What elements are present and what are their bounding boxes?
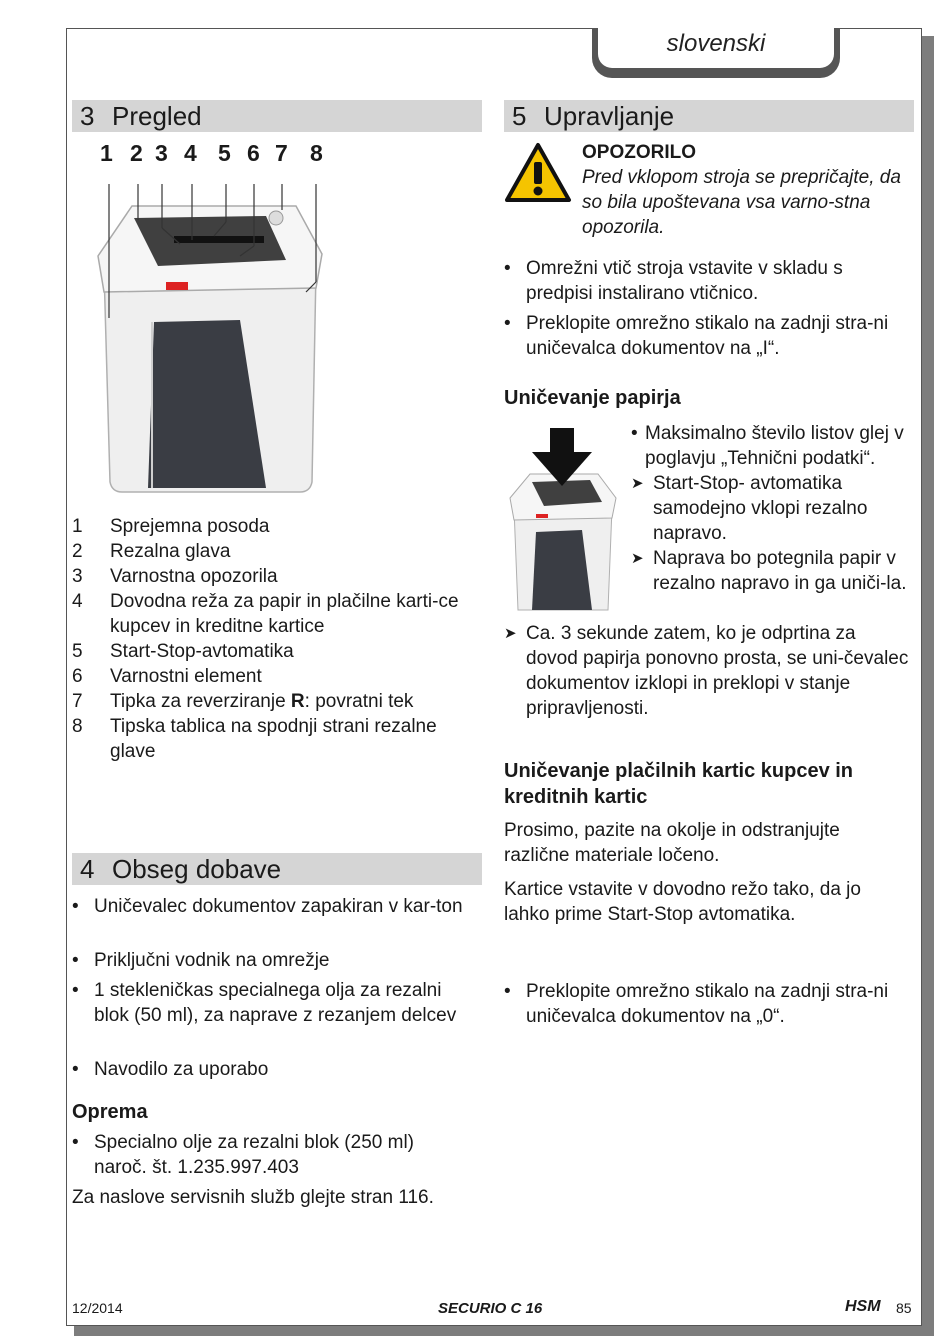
accessories-heading: Oprema [72, 1101, 148, 1123]
list-item: 7 Tipka za reverziranje R: povratni tek [72, 691, 414, 712]
section-4-number: 4 [80, 854, 95, 884]
list-item: 5 Start-Stop-avtomatika [72, 641, 294, 662]
list-item: 1 Sprejemna posoda [72, 516, 270, 537]
list-item: 8 Tipska tablica na spodnji strani rezalne glave [72, 716, 437, 762]
list-item: • Preklopite omrežno stikalo na zadnji stra-ni uničevalca dokumentov na „0“. [504, 981, 889, 1027]
list-item: 3 Varnostna opozorila [72, 566, 278, 587]
section-3-heading [72, 100, 482, 132]
callout-1: 1 [100, 140, 113, 166]
callout-4: 4 [184, 140, 197, 166]
callout-3: 3 [155, 140, 168, 166]
section-5-heading [504, 100, 914, 132]
callout-6: 6 [247, 140, 260, 166]
callout-2: 2 [130, 140, 143, 166]
parts-list [72, 514, 482, 764]
paper-heading: Uničevanje papirja [504, 387, 681, 409]
callout-5: 5 [218, 140, 231, 166]
arrow-icon: ➤ [504, 625, 517, 642]
shredder-insert-illustration [506, 428, 621, 618]
section-5-number: 5 [512, 101, 527, 131]
warning-title: OPOZORILO [582, 142, 696, 163]
list-item: • Preklopite omrežno stikalo na zadnji stra-ni uničevalca dokumentov na „I“. [504, 313, 889, 359]
list-item: • Navodilo za uporabo [72, 1059, 269, 1080]
list-item: ➤ Ca. 3 sekunde zatem, ko je odprtina za dovod papirja ponovno prosta, se uni-čevalec dokumentov izklopi in preklopi v stanje pripravljenosti. [504, 623, 909, 719]
warning-text: Pred vklopom stroja se prepričajte, da so bila upoštevana vsa varno-stna opozorila. [582, 167, 901, 238]
arrow-icon: ➤ [631, 475, 644, 492]
list-item: • Specialno olje za rezalni blok (250 ml) naroč. št. 1.235.997.403 [72, 1132, 414, 1178]
list-item: 2 Rezalna glava [72, 541, 231, 562]
warning-icon [504, 142, 572, 204]
cards-paragraph-2: Kartice vstavite v dovodno režo tako, da jo lahko prime Start-Stop avtomatika. [504, 879, 861, 925]
section-4-title: Obseg dobave [112, 854, 282, 884]
list-item: • Maksimalno število listov glej v poglavju „Tehnični podatki“. [631, 423, 904, 469]
section-4-heading [72, 853, 482, 885]
list-item: 6 Varnostni element [72, 666, 262, 687]
list-item: • Priključni vodnik na omrežje [72, 950, 330, 971]
language-label: slovenski [666, 30, 766, 57]
arrow-icon: ➤ [631, 550, 644, 567]
callout-8: 8 [310, 140, 323, 166]
list-item: ➤ Naprava bo potegnila papir v rezalno napravo in ga uniči-la. [631, 548, 907, 594]
cards-paragraph-1: Prosimo, pazite na okolje in odstranjujte različne materiale ločeno. [504, 820, 840, 866]
shredder-illustration [90, 170, 340, 500]
list-item: • Uničevalec dokumentov zapakiran v kar-ton [72, 896, 463, 917]
list-item: 4 Dovodna reža za papir in plačilne karti-ce kupcev in kreditne kartice [72, 591, 459, 637]
list-item: • Omrežni vtič stroja vstavite v skladu s predpisi instalirano vtičnico. [504, 258, 843, 304]
cards-heading: Uničevanje plačilnih kartic kupcev in kreditnih kartic [504, 760, 854, 808]
footer-brand: HSM [845, 1298, 881, 1315]
footer-date: 12/2014 [72, 1300, 123, 1316]
service-note: Za naslove servisnih služb glejte stran 116. [72, 1187, 434, 1208]
list-item: ➤ Start-Stop- avtomatika samodejno vklopi rezalno napravo. [631, 473, 868, 544]
list-item: • 1 stekleničkas specialnega olja za rezalni blok (50 ml), za naprave z rezanjem delcev [72, 980, 457, 1026]
section-5-title: Upravljanje [544, 101, 675, 131]
section-3-number: 3 [80, 101, 95, 131]
footer-page-number: 85 [896, 1300, 912, 1316]
section-3-title: Pregled [112, 101, 202, 131]
footer-model: SECURIO C 16 [438, 1300, 543, 1317]
callout-7: 7 [275, 140, 288, 166]
